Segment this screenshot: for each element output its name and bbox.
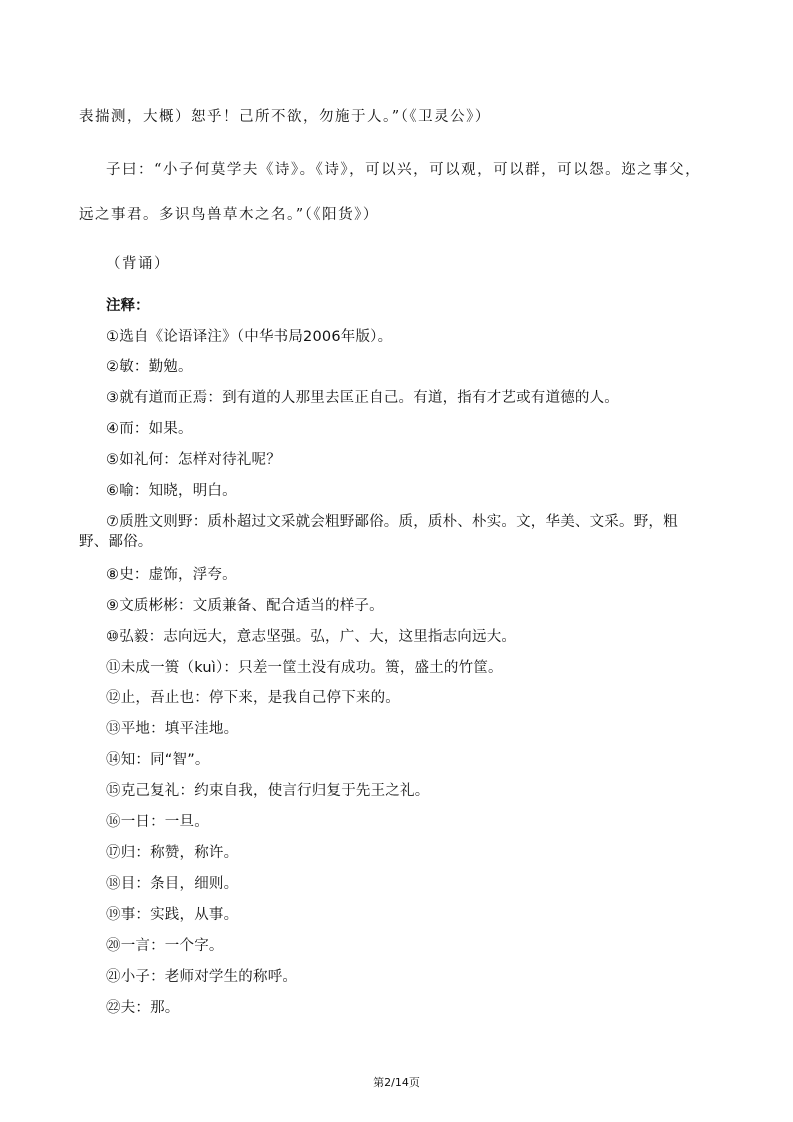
note-item: ⑱目：条目，细则。	[106, 876, 239, 892]
note-item: ㉒夫：那。	[106, 1000, 180, 1016]
passage-line: 表揣测，大概）恕乎！己所不欲，勿施于人。”（《卫灵公》）	[79, 109, 491, 125]
note-item: ②敏：勤勉。	[106, 359, 193, 375]
note-item: ⑧史：虚饰，浮夸。	[106, 567, 237, 583]
note-item: ⑳一言：一个字。	[106, 938, 224, 954]
passage-line: 子曰：“小子何莫学夫《诗》。《诗》，可以兴，可以观，可以群，可以怨。迩之事父，	[106, 162, 702, 178]
note-item: ⑪未成一篑（kuì）：只差一筐土没有成功。篑，盛土的竹筐。	[106, 660, 503, 676]
note-item: ⑨文质彬彬：文质兼备、配合适当的样子。	[106, 598, 384, 614]
note-item: ③就有道而正焉：到有道的人那里去匡正自己。有道，指有才艺或有道德的人。	[106, 390, 619, 406]
passage-line: 远之事君。多识鸟兽草木之名。”（《阳货》）	[79, 207, 379, 223]
note-item: ⑦质胜文则野：质朴超过文采就会粗野鄙俗。质，质朴、朴实。文，华美、文采。野，粗野、鄙俗。	[79, 514, 678, 550]
note-item: ①选自《论语译注》（中华书局2006年版）。	[106, 329, 393, 345]
note-item: ㉑小子：老师对学生的称呼。	[106, 969, 298, 985]
note-item: ⑲事：实践，从事。	[106, 907, 239, 923]
note-item: ⑩弘毅：志向远大，意志坚强。弘，广、大，这里指志向远大。	[106, 629, 517, 645]
note-item: ④而：如果。	[106, 421, 193, 437]
note-item: ⑯一日：一旦。	[106, 814, 209, 830]
note-item: ⑭知：同“智”。	[106, 752, 210, 768]
note-item: ⑥喻：知晓，明白。	[106, 483, 237, 499]
notes-title: 注释：	[106, 298, 150, 314]
note-item: ⑫止，吾止也：停下来，是我自己停下来的。	[106, 690, 400, 706]
note-item: ⑬平地：填平洼地。	[106, 721, 239, 737]
note-item: ⑰归：称赞，称许。	[106, 845, 239, 861]
page-number: 第2/14页	[373, 1076, 420, 1089]
note-item: ⑤如礼何：怎样对待礼呢？	[106, 452, 281, 468]
note-item: ⑮克己复礼：约束自我，使言行归复于先王之礼。	[106, 783, 430, 799]
recite-note: （背诵）	[106, 256, 170, 272]
